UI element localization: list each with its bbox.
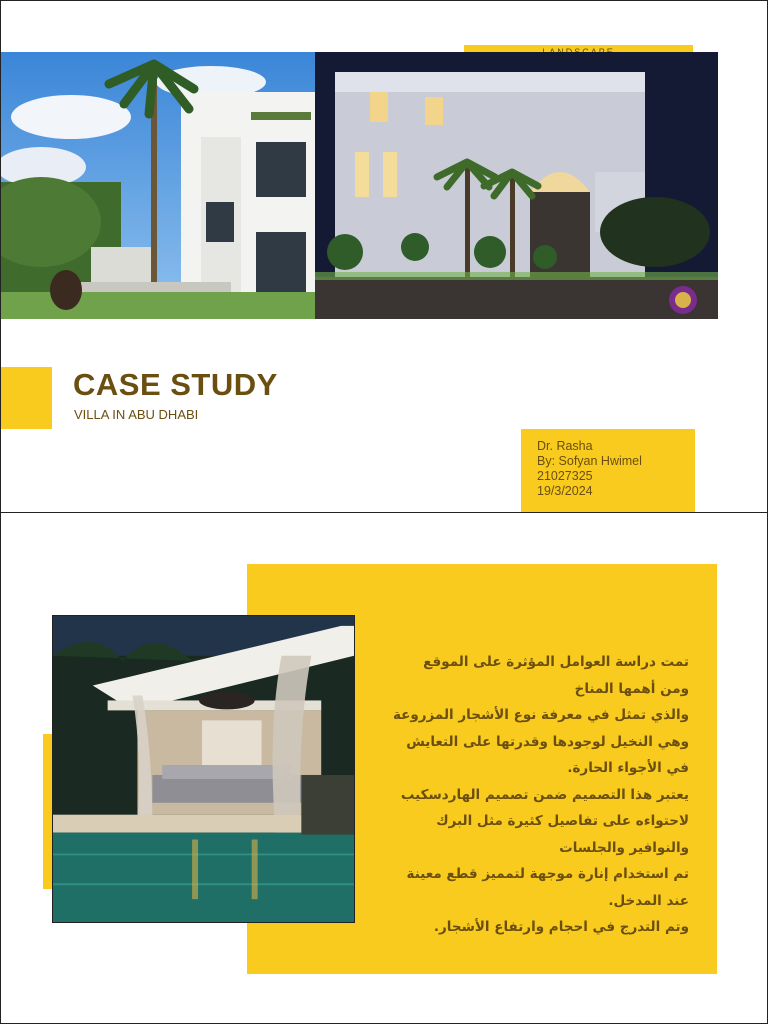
page-subtitle: VILLA IN ABU DHABI	[74, 407, 199, 422]
title-accent-block	[1, 367, 52, 429]
credits-box	[521, 429, 695, 514]
paragraph-line: ومن أهمها المناخ	[574, 680, 689, 697]
student-id: 21027325	[537, 469, 593, 483]
date: 19/3/2024	[537, 484, 593, 498]
page-title: CASE STUDY	[73, 367, 278, 402]
pavilion-night-photo	[52, 615, 355, 923]
paragraph-line: لاحتواءه على تفاصيل كثيرة مثل البرك	[436, 813, 689, 829]
case-study-paragraph	[353, 649, 689, 941]
paragraph-line: والذي تمثل في معرفة نوع الأشجار المزروعة	[392, 707, 689, 723]
paragraph-line: تم استخدام إنارة موجهة لتمميز قطع معينة	[406, 866, 689, 882]
paragraph-line: تمت دراسة العوامل المؤثرة على الموقع	[423, 654, 689, 670]
villa-daytime-photo	[1, 52, 315, 319]
paragraph-line: وهي النخيل لوجودها وقدرتها على التعايش	[406, 733, 689, 750]
paragraph-line: يعتبر هذا التصميم ضمن تصميم الهاردسكيب	[400, 786, 689, 803]
villa-night-photo	[315, 52, 718, 319]
paragraph-line: عند المدخل.	[608, 892, 689, 909]
author-name: By: Sofyan Hwimel	[537, 454, 642, 468]
paragraph-line: وتم التدرج في احجام وارتفاع الأشجار.	[433, 919, 689, 935]
page-description	[0, 512, 768, 1024]
paragraph-line: في الأجواء الحارة.	[567, 760, 689, 776]
supervisor-name: Dr. Rasha	[537, 439, 593, 453]
paragraph-line: والنوافير والجلسات	[559, 839, 689, 856]
